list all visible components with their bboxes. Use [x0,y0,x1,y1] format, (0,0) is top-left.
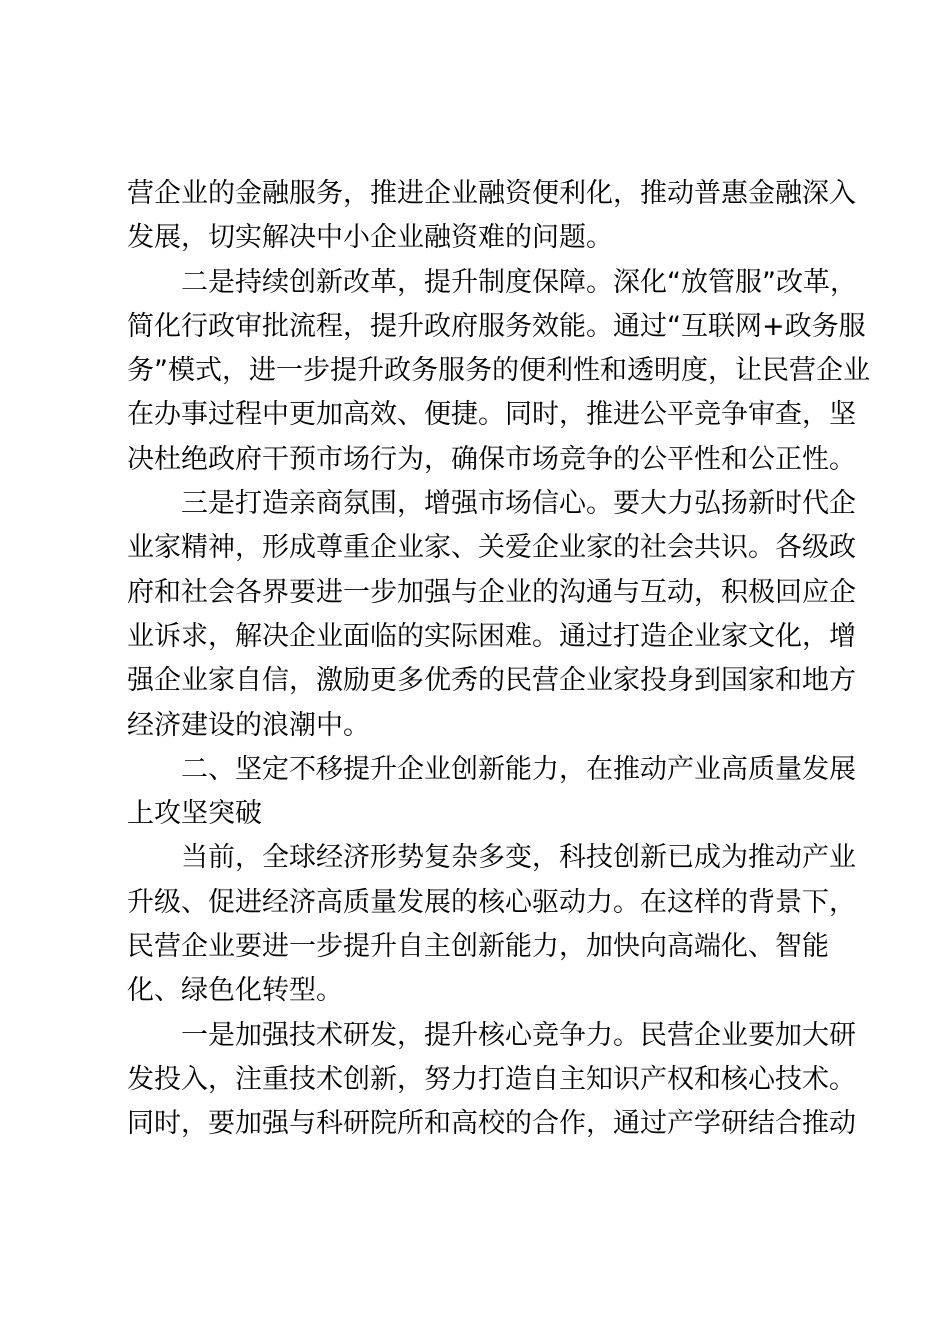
text-line: 化、绿色化转型。 [127,975,343,1007]
text-line: 经济建设的浪潮中。 [127,709,370,741]
text-line: 民营企业要进一步提升自主创新能力，加快向高端化、智能 [127,931,829,963]
text-line: 简化行政审批流程，提升政府服务效能。通过“互联网+政务服 [127,310,866,342]
paragraph-first-line: 二是持续创新改革，提升制度保障。深化“放管服”改革， [181,266,857,298]
text-line: 发投入，注重技术创新，努力打造自主知识产权和核心技术。 [127,1063,856,1095]
body-text [127,172,870,1147]
paragraph-first-line: 三是打造亲商氛围，增强市场信心。要大力弘扬新时代企 [181,488,856,520]
text-line: 决杜绝政府干预市场行为，确保市场竞争的公平性和公正性。 [127,443,856,475]
section-heading: 二、坚定不移提升企业创新能力，在推动产业高质量发展 [181,753,856,785]
text-line: 升级、促进经济高质量发展的核心驱动力。在这样的背景下， [127,886,856,918]
text-line: 业诉求，解决企业面临的实际困难。通过打造企业家文化，增 [127,620,856,652]
text-line: 务”模式，进一步提升政务服务的便利性和透明度，让民营企业 [127,355,870,387]
text-line: 发展，切实解决中小企业融资难的问题。 [127,222,613,254]
paragraph-first-line: 当前，全球经济形势复杂多变，科技创新已成为推动产业 [181,842,856,874]
text-line: 在办事过程中更加高效、便捷。同时，推进公平竞争审查，坚 [127,399,856,431]
text-line: 同时，要加强与科研院所和高校的合作，通过产学研结合推动 [127,1108,856,1140]
text-line: 业家精神，形成尊重企业家、关爱企业家的社会共识。各级政 [127,532,856,564]
text-line: 府和社会各界要进一步加强与企业的沟通与互动，积极回应企 [127,576,856,608]
paragraph-first-line: 一是加强技术研发，提升核心竞争力。民营企业要加大研 [181,1019,856,1051]
text-line: 营企业的金融服务，推进企业融资便利化，推动普惠金融深入 [127,178,856,209]
section-heading-continued: 上攻坚突破 [127,798,262,830]
text-line: 强企业家自信，激励更多优秀的民营企业家投身到国家和地方 [127,665,856,697]
